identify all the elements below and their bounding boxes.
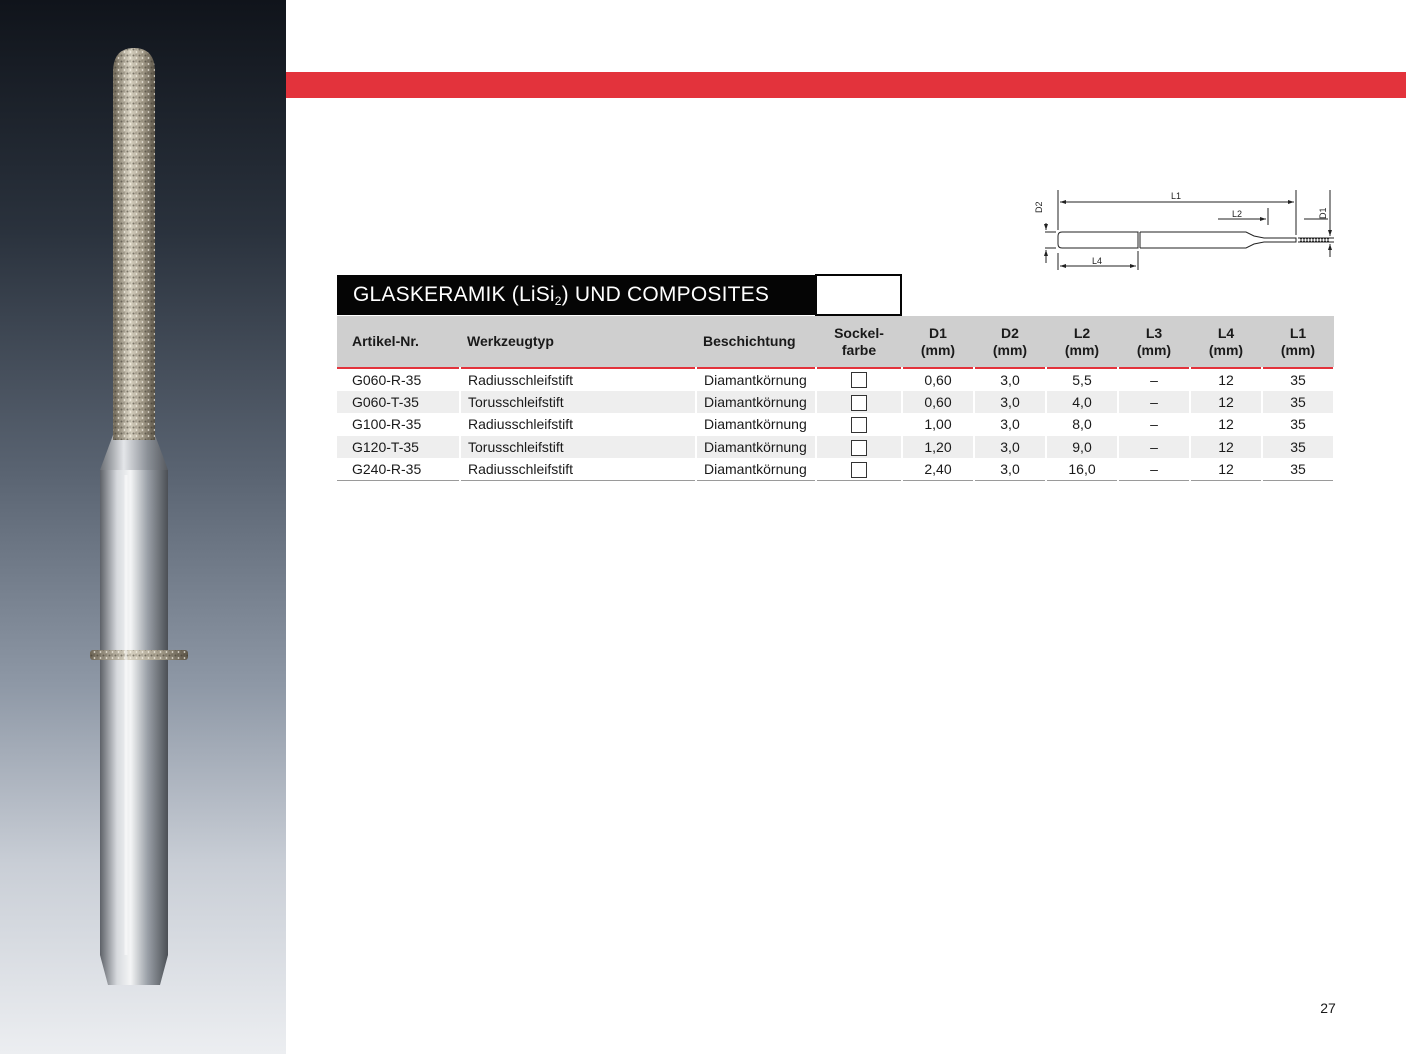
table-header-row bbox=[337, 316, 1334, 368]
dim-label-l4: L4 bbox=[1092, 256, 1103, 266]
product-photo bbox=[0, 0, 286, 1054]
cell-sockelfarbe bbox=[816, 436, 902, 459]
cell-sockelfarbe bbox=[816, 368, 902, 391]
header-l2-unit: (mm) bbox=[1064, 341, 1100, 358]
header-l4 bbox=[1190, 316, 1262, 368]
cell-l4: 12 bbox=[1190, 436, 1262, 459]
table-row bbox=[337, 391, 1334, 414]
dimension-drawing bbox=[1028, 185, 1338, 275]
cell-sockelfarbe bbox=[816, 413, 902, 436]
cell-l3: – bbox=[1118, 413, 1190, 436]
header-d2-unit: (mm) bbox=[992, 341, 1028, 358]
cell-beschichtung: Diamantkörnung bbox=[696, 391, 816, 414]
cell-l4: 12 bbox=[1190, 413, 1262, 436]
header-l2 bbox=[1046, 316, 1118, 368]
header-artikel: Artikel-Nr. bbox=[337, 316, 460, 368]
cell-l4: 12 bbox=[1190, 368, 1262, 391]
cell-d1: 2,40 bbox=[902, 458, 974, 481]
cell-artikel: G120-T-35 bbox=[337, 436, 460, 459]
header-l3-label: L3 bbox=[1145, 324, 1163, 341]
table-row bbox=[337, 413, 1334, 436]
diamond-bur-illustration bbox=[0, 0, 286, 1054]
header-werkzeugtyp: Werkzeugtyp bbox=[460, 316, 696, 368]
cell-beschichtung: Diamantkörnung bbox=[696, 436, 816, 459]
cell-l1: 35 bbox=[1262, 436, 1334, 459]
section-title bbox=[337, 275, 817, 315]
dim-label-d2: D2 bbox=[1034, 201, 1044, 213]
color-swatch bbox=[851, 372, 867, 388]
table-row bbox=[337, 368, 1334, 391]
cell-d2: 3,0 bbox=[974, 391, 1046, 414]
cell-l4: 12 bbox=[1190, 458, 1262, 481]
header-beschichtung: Beschichtung bbox=[696, 316, 816, 368]
cell-d2: 3,0 bbox=[974, 436, 1046, 459]
cell-artikel: G240-R-35 bbox=[337, 458, 460, 481]
header-red-band bbox=[286, 72, 1406, 98]
cell-l2: 4,0 bbox=[1046, 391, 1118, 414]
cell-l3: – bbox=[1118, 368, 1190, 391]
header-l1 bbox=[1262, 316, 1334, 368]
color-swatch bbox=[851, 462, 867, 478]
header-l1-label: L1 bbox=[1289, 324, 1307, 341]
cell-artikel: G100-R-35 bbox=[337, 413, 460, 436]
cell-l2: 5,5 bbox=[1046, 368, 1118, 391]
cell-d1: 0,60 bbox=[902, 368, 974, 391]
cell-typ: Radiusschleifstift bbox=[460, 368, 696, 391]
page-number: 27 bbox=[1320, 1000, 1336, 1016]
cell-d2: 3,0 bbox=[974, 368, 1046, 391]
cell-l3: – bbox=[1118, 391, 1190, 414]
header-d1-label: D1 bbox=[929, 324, 947, 341]
dim-label-l1: L1 bbox=[1171, 191, 1182, 201]
header-l4-unit: (mm) bbox=[1208, 341, 1244, 358]
cell-l3: – bbox=[1118, 458, 1190, 481]
title-rest: ) UND COMPOSITES bbox=[561, 283, 770, 306]
header-d2-label: D2 bbox=[1001, 324, 1019, 341]
cell-l4: 12 bbox=[1190, 391, 1262, 414]
cell-l2: 16,0 bbox=[1046, 458, 1118, 481]
color-swatch bbox=[851, 417, 867, 433]
cell-artikel: G060-T-35 bbox=[337, 391, 460, 414]
cell-d1: 1,00 bbox=[902, 413, 974, 436]
title-subscript: 2 bbox=[554, 294, 562, 308]
spec-table bbox=[337, 316, 1335, 481]
cell-beschichtung: Diamantkörnung bbox=[696, 413, 816, 436]
header-l1-unit: (mm) bbox=[1280, 341, 1316, 358]
cell-l1: 35 bbox=[1262, 391, 1334, 414]
header-l2-label: L2 bbox=[1073, 324, 1091, 341]
dim-label-l2: L2 bbox=[1232, 209, 1243, 219]
cell-d2: 3,0 bbox=[974, 458, 1046, 481]
header-sockel-line1: Sockel- bbox=[834, 324, 884, 341]
cell-l2: 8,0 bbox=[1046, 413, 1118, 436]
cell-typ: Torusschleifstift bbox=[460, 391, 696, 414]
header-sockelfarbe bbox=[816, 316, 902, 368]
header-d2 bbox=[974, 316, 1046, 368]
header-d1 bbox=[902, 316, 974, 368]
cell-l1: 35 bbox=[1262, 458, 1334, 481]
title-main: GLASKERAMIK (LiSi bbox=[353, 283, 555, 306]
color-swatch bbox=[851, 395, 867, 411]
cell-l3: – bbox=[1118, 436, 1190, 459]
header-sockel-line2: farbe bbox=[841, 341, 877, 358]
header-d1-unit: (mm) bbox=[920, 341, 956, 358]
table-row bbox=[337, 458, 1334, 481]
cell-l1: 35 bbox=[1262, 368, 1334, 391]
cell-beschichtung: Diamantkörnung bbox=[696, 458, 816, 481]
cell-sockelfarbe bbox=[816, 458, 902, 481]
title-color-box bbox=[815, 274, 902, 316]
cell-artikel: G060-R-35 bbox=[337, 368, 460, 391]
table-row bbox=[337, 436, 1334, 459]
cell-typ: Radiusschleifstift bbox=[460, 458, 696, 481]
cell-l2: 9,0 bbox=[1046, 436, 1118, 459]
cell-d1: 1,20 bbox=[902, 436, 974, 459]
color-swatch bbox=[851, 440, 867, 456]
cell-beschichtung: Diamantkörnung bbox=[696, 368, 816, 391]
cell-d2: 3,0 bbox=[974, 413, 1046, 436]
cell-sockelfarbe bbox=[816, 391, 902, 414]
header-l3 bbox=[1118, 316, 1190, 368]
cell-typ: Radiusschleifstift bbox=[460, 413, 696, 436]
dim-label-d1: D1 bbox=[1318, 207, 1328, 219]
header-l4-label: L4 bbox=[1217, 324, 1235, 341]
cell-typ: Torusschleifstift bbox=[460, 436, 696, 459]
header-l3-unit: (mm) bbox=[1136, 341, 1172, 358]
cell-l1: 35 bbox=[1262, 413, 1334, 436]
cell-d1: 0,60 bbox=[902, 391, 974, 414]
